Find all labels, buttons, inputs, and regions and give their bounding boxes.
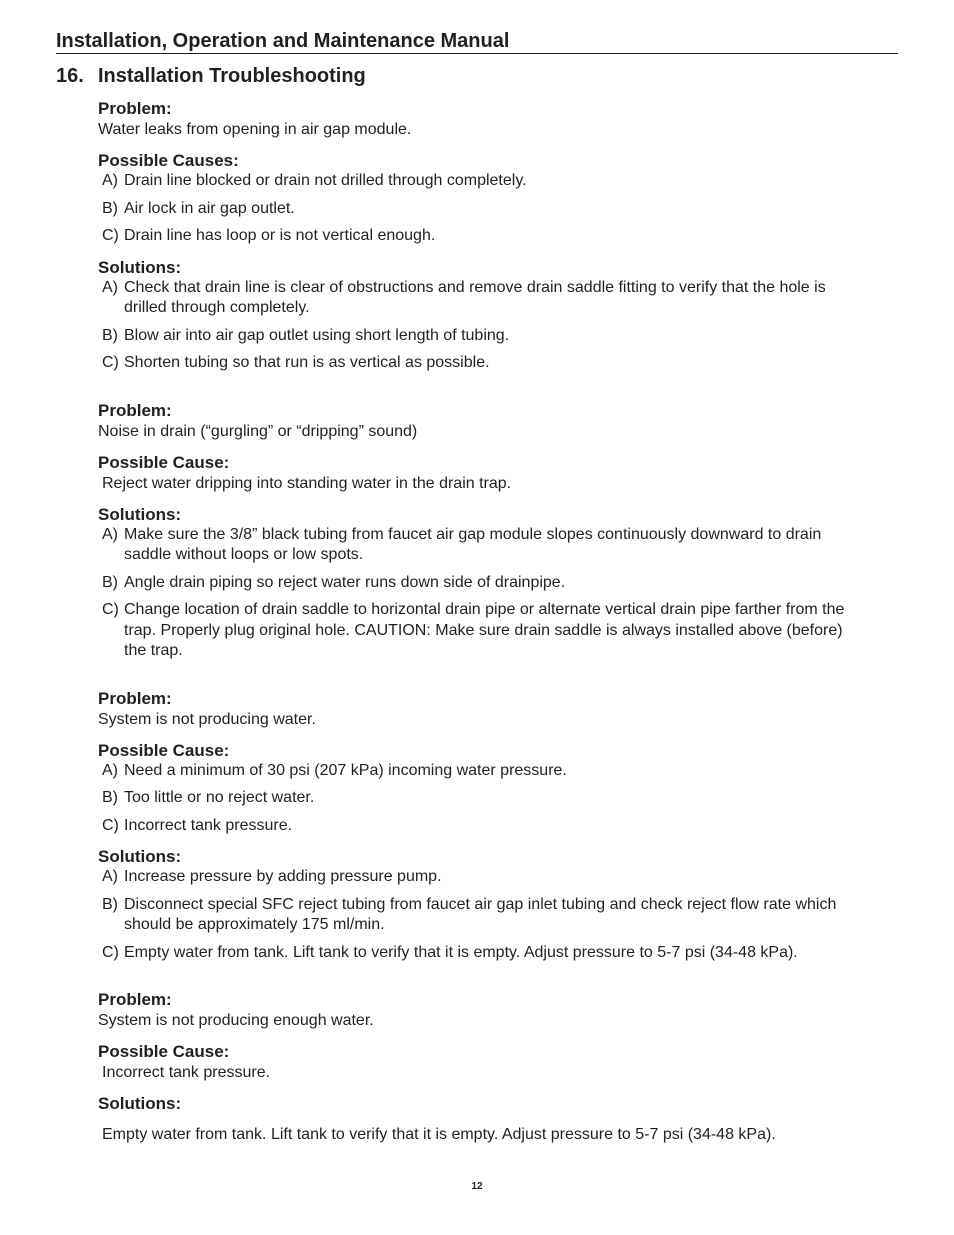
- item-marker: C): [102, 354, 119, 371]
- item-text-line: should be approximately 175 ml/min.: [124, 916, 385, 933]
- item-text-line: drilled through completely.: [124, 299, 310, 316]
- item-marker: B): [102, 326, 118, 344]
- troubleshooting-block: [98, 99, 898, 374]
- item-marker: A): [102, 761, 118, 779]
- cause-text: Reject water dripping into standing water in the drain trap.: [102, 474, 512, 492]
- solution-text: Empty water from tank. Lift tank to verify that it is empty. Adjust pressure to 5-7 psi (34-48 kPa).: [102, 1126, 776, 1143]
- problem-text: System is not producing enough water.: [98, 1012, 374, 1029]
- list-item: [98, 278, 898, 319]
- list-item: [98, 573, 898, 594]
- causes-group: [98, 741, 898, 837]
- solutions-label: Solutions:: [98, 847, 182, 866]
- item-marker: C): [102, 227, 119, 244]
- list-item: [98, 326, 898, 347]
- item-marker: B): [102, 199, 118, 217]
- item-text-line: Angle drain piping so reject water runs down side of drainpipe.: [124, 573, 566, 591]
- solutions-list: [98, 278, 898, 374]
- list-item: [98, 761, 898, 782]
- list-item: [98, 226, 898, 247]
- item-marker: B): [102, 895, 118, 913]
- item-marker: A): [102, 525, 118, 543]
- item-text-line: Check that drain line is clear of obstructions and remove drain saddle fitting to verify that the hole is: [124, 278, 826, 296]
- solutions-group: [98, 505, 898, 662]
- item-text-line: saddle without loops or low spots.: [124, 546, 364, 563]
- problem-text: System is not producing water.: [98, 710, 316, 728]
- causes-label: Possible Cause:: [98, 452, 230, 472]
- list-item: [98, 867, 898, 888]
- solutions-list: [98, 525, 898, 662]
- item-text-line: Change location of drain saddle to horizontal drain pipe or alternate vertical drain pipe farther from the: [124, 601, 845, 618]
- page-number: 12: [471, 1181, 483, 1192]
- item-marker: B): [102, 573, 118, 591]
- item-text-line: Increase pressure by adding pressure pump.: [124, 868, 442, 885]
- list-item: [98, 816, 898, 837]
- troubleshooting-content: [98, 99, 898, 1145]
- problem-group: [98, 99, 898, 140]
- solutions-group: [98, 1094, 898, 1145]
- problem-group: [98, 689, 898, 730]
- problem-text: Noise in drain (“gurgling” or “dripping” sound): [98, 422, 418, 440]
- item-text-line: Shorten tubing so that run is as vertical as possible.: [124, 354, 490, 371]
- item-text-line: trap. Properly plug original hole. CAUTION: Make sure drain saddle is always installed above (before): [124, 621, 843, 639]
- causes-group: [98, 151, 898, 247]
- item-text-line: Blow air into air gap outlet using short length of tubing.: [124, 326, 510, 344]
- problem-group: [98, 990, 898, 1031]
- troubleshooting-block: [98, 689, 898, 964]
- solutions-list: [98, 867, 898, 963]
- cause-text: Incorrect tank pressure.: [102, 1064, 271, 1081]
- item-marker: A): [102, 868, 118, 885]
- list-item: [98, 525, 898, 566]
- problem-label: Problem:: [98, 99, 172, 118]
- item-marker: A): [102, 278, 118, 296]
- troubleshooting-block: [98, 401, 898, 662]
- causes-group: [98, 1042, 898, 1083]
- list-item: [98, 353, 898, 374]
- causes-label: Possible Cause:: [98, 740, 230, 760]
- causes-label: Possible Causes:: [98, 151, 239, 170]
- problem-text: Water leaks from opening in air gap module.: [98, 121, 412, 138]
- solutions-label: Solutions:: [98, 1094, 182, 1113]
- list-item: [98, 943, 898, 964]
- list-item: [98, 600, 898, 662]
- item-marker: C): [102, 943, 119, 961]
- item-text-line: the trap.: [124, 642, 183, 659]
- problem-label: Problem:: [98, 990, 172, 1009]
- problem-group: [98, 401, 898, 442]
- item-text-line: Empty water from tank. Lift tank to verify that it is empty. Adjust pressure to 5-7 psi (34-48 kPa).: [124, 943, 798, 961]
- item-text: Too little or no reject water.: [124, 789, 315, 806]
- troubleshooting-block: [98, 990, 898, 1145]
- causes-label: Possible Cause:: [98, 1042, 230, 1061]
- item-marker: B): [102, 789, 118, 806]
- item-text: Drain line blocked or drain not drilled through completely.: [124, 172, 527, 189]
- item-text-line: Disconnect special SFC reject tubing from faucet air gap inlet tubing and check reject flow rate which: [124, 895, 837, 913]
- list-item: [98, 895, 898, 936]
- item-text: Drain line has loop or is not vertical enough.: [124, 227, 436, 244]
- solutions-group: [98, 258, 898, 374]
- section-heading: [56, 64, 366, 88]
- solutions-label: Solutions:: [98, 257, 182, 277]
- item-text: Incorrect tank pressure.: [124, 816, 293, 834]
- document-header: [56, 30, 898, 54]
- list-item: [98, 171, 898, 192]
- item-marker: C): [102, 601, 119, 618]
- item-text-line: Make sure the 3/8” black tubing from faucet air gap module slopes continuously downward to drain: [124, 525, 822, 543]
- item-text: Need a minimum of 30 psi (207 kPa) incoming water pressure.: [124, 761, 567, 779]
- list-item: [98, 199, 898, 220]
- solutions-label: Solutions:: [98, 504, 182, 524]
- section-number: 16.: [56, 65, 84, 87]
- list-item: [98, 788, 898, 809]
- manual-title: Installation, Operation and Maintenance Manual: [56, 30, 510, 52]
- section-title: Installation Troubleshooting: [98, 65, 366, 87]
- causes-list: [98, 171, 898, 247]
- item-marker: C): [102, 816, 119, 834]
- causes-list: [98, 761, 898, 837]
- item-text: Air lock in air gap outlet.: [124, 199, 295, 217]
- problem-label: Problem:: [98, 688, 172, 708]
- item-marker: A): [102, 172, 118, 189]
- causes-group: [98, 453, 898, 494]
- solutions-group: [98, 847, 898, 963]
- problem-label: Problem:: [98, 400, 172, 420]
